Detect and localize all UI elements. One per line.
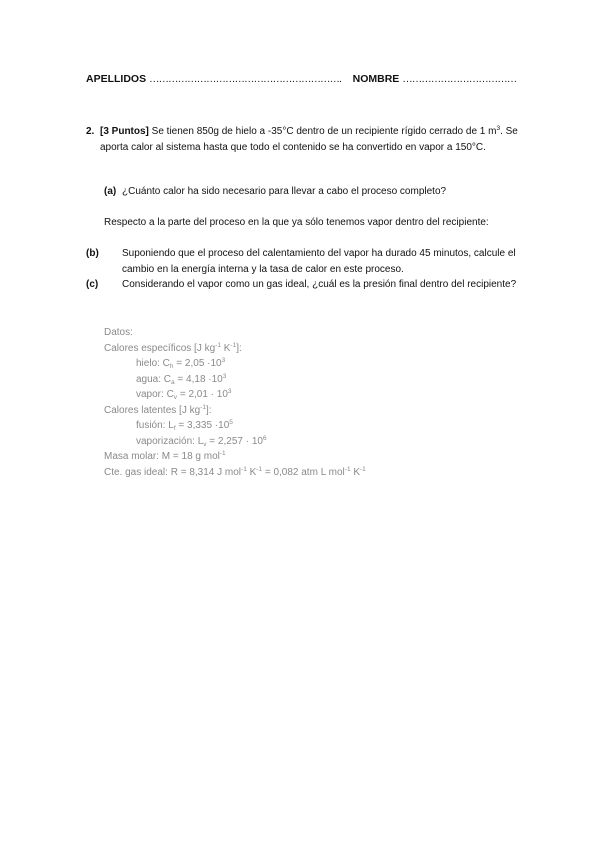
question-statement: [86, 124, 526, 155]
student-header: [86, 73, 516, 85]
part-b-label: (b): [86, 248, 99, 259]
ice-heat: hielo: $C_h = 2,05 \cdot 10^3$: [136, 357, 226, 370]
fusion-heat: fusión: $L_f = 3,335 \cdot 10^5$: [136, 419, 233, 432]
part-a-text: ¿Cuánto calor ha sido necesario para llevar a cabo el proceso completo?: [122, 186, 447, 197]
data-title: Datos:: [104, 327, 133, 338]
molar-mass: Masa molar: M = 18 g mol$^{-1}$: [104, 450, 226, 462]
specific-heats-heading: Calores específicos [J $kg^{-1}$ $K^{-1}$]:: [104, 341, 242, 354]
water-heat: agua: $C_a = 4,18 \cdot 10^3$: [136, 372, 227, 386]
part-c-text: Considerando el vapor como un gas ideal, ¿cuál es la presión final dentro del recipiente?: [122, 279, 517, 290]
question-points: [3 Puntos]: [100, 126, 149, 137]
cubic-exponent: 3: [496, 125, 501, 132]
name-field[interactable]: ………………………………: [402, 73, 517, 85]
question-number: 2.: [86, 126, 95, 137]
part-a-label: (a): [104, 186, 117, 197]
data-section: [104, 325, 366, 480]
part-c-label: (c): [86, 279, 99, 290]
question-text-part1: Se tienen 850g de hielo a -35°C dentro de un recipiente rígido cerrado de 1 m: [148, 126, 497, 137]
surname-field[interactable]: …………………………………………………….: [149, 73, 341, 85]
latent-heats-heading: Calores latentes [J $kg^{-1}$]:: [104, 403, 212, 416]
vapor-heat: vapor: $C_v = 2,01 \cdot 10^3$: [136, 388, 232, 401]
part-a: [104, 184, 524, 200]
question-text-part2: . Se aporta calor al sistema hasta que todo el contenido se ha convertido en vapor a 150°C.: [100, 126, 518, 153]
name-label: NOMBRE: [352, 73, 400, 85]
part-b-text: Suponiendo que el proceso del calentamiento del vapor ha durado 45 minutos, calcule el cambio en la energía interna y la tasa de calor en este proceso.: [122, 248, 516, 275]
part-b: [86, 246, 542, 277]
vaporization-heat: vaporización: $L_v = 2,257 \cdot 10^6$: [136, 434, 267, 448]
part-c: [86, 277, 542, 293]
gas-constant: Cte. gas ideal: R = 8,314 J mol$^{-1}$ $K^{-1} = 0,082$ atm L mol$^{-1}$ $K^{-1}$: [104, 465, 366, 478]
surname-label: APELLIDOS: [86, 73, 147, 85]
question-text: [100, 124, 526, 155]
part-intro: Respecto a la parte del proceso en la que ya sólo tenemos vapor dentro del recipiente:: [104, 217, 489, 228]
